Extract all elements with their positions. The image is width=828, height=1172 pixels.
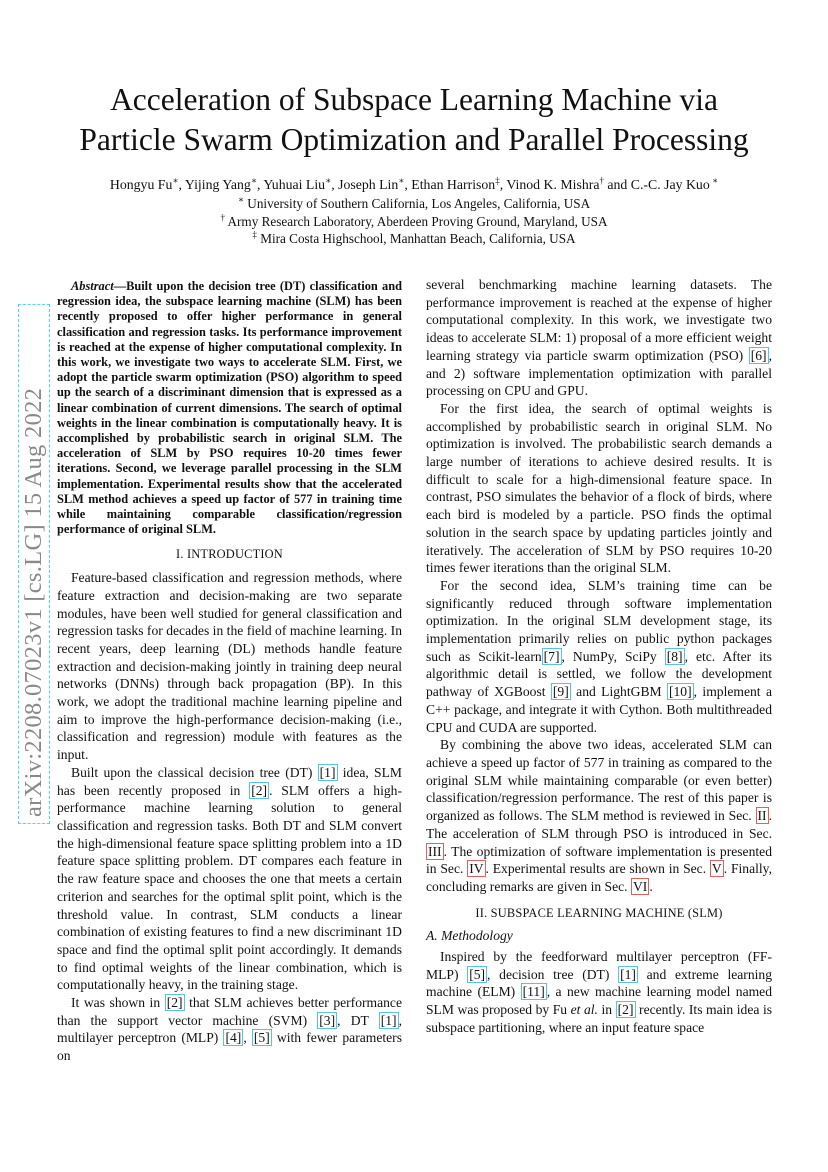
subsection-heading: A. Methodology [426,928,513,944]
paragraph [426,577,772,736]
text-run: , decision tree (DT) [487,966,619,982]
text-run: et al. [570,1002,598,1018]
text-run: , multilayer perceptron (MLP) [57,1012,402,1046]
abstract [57,279,402,537]
affiliation-mark: ∗ [237,194,244,205]
paragraph [426,736,772,895]
author-sep: , [404,177,412,192]
text-run: . SLM offers a high-performance machine learning solution to general classification and regression tasks. Both DT and SLM convert the high-dimensional feature space splitting problem into a 1D feature space splitting problem. DT compares each feature in the raw feature space and chooses the one that meets a certain criterion and searches for the optimal split point, which is the threshold value. In contrast, SLM conducts a linear combination of existing features to find a new discriminant 1D space and find the optimal split point accordingly. It demands to find optimal weights of the linear combination, which is computationally heavy, in the training stage. [57,782,402,993]
author: Yijing Yang [184,177,251,192]
paragraph: Feature-based classification and regression methods, where feature extraction and decision-making are two separate modules, have been well studied for general classification and regression tasks for decades in the field of machine learning. In recent years, deep learning (DL) methods handle feature extraction and decision-making jointly in training deep neural networks (DNNs) through back propagation (BP). In this work, we adopt the traditional machine learning pipeline and aim to improve the high-performance decision-making (i.e., classification and regression) module with features as the input. [57,570,402,763]
citation-link[interactable]: [5] [253,1030,270,1046]
section-link[interactable]: VI [632,878,648,894]
text-run: , a new machine learning model named SLM was proposed by Fu [426,984,773,1018]
affiliation [20,213,808,230]
text-run: . The acceleration of SLM through PSO is introduced in Sec. [426,808,772,841]
citation-link[interactable]: [1] [319,764,336,780]
affiliation-text: Mira Costa Highschool, Manhattan Beach, California, USA [256,231,576,246]
section-heading: I. INTRODUCTION [176,547,283,562]
paper-title [40,80,788,160]
text-run: , [243,1030,252,1046]
section-link[interactable]: III [428,843,442,859]
title-line-1: Acceleration of Subspace Learning Machine via [110,82,718,117]
author: Yuhuai Liu [263,177,326,192]
text-run: several benchmarking machine learning datasets. The performance improvement is reached at the expense of higher computational complexity. In this work, we investigate two ideas to accelerate SLM: 1) proposal of a more efficient weight learning strategy via particle swarm optimization (PSO) [426,277,772,363]
affiliation-mark: ‡ [252,229,257,240]
author-sep: , [178,177,185,192]
affiliation [20,195,808,212]
affiliation [20,230,808,247]
text-run: , etc. After its algorithmic detail is settled, we follow the development pathway of XGBoost [426,648,772,700]
citation-link[interactable]: [5] [469,966,486,982]
text-run: and extreme learning machine (ELM) [426,966,772,1000]
author-mark: ‡ [495,175,500,186]
author: Hongyu Fu [109,177,173,192]
author-mark: ∗ [325,175,332,186]
paragraph [426,276,772,400]
citation-link[interactable]: [9] [552,684,569,700]
text-run: . The optimization of software implementation is presented in Sec. [426,843,772,877]
author-mark: ∗ [398,175,405,186]
citation-link[interactable]: [7] [543,648,560,664]
author: Ethan Harrison [411,177,496,192]
text-run: . Finally, concluding remarks are given in Sec. [426,861,772,894]
text-run: It was shown in [71,995,165,1011]
paragraph: For the first idea, the search of optimal weights is accomplished by probabilistic search in original SLM. No optimization is involved. The probabilistic search demands a large number of iterations to achieve desired results. It is difficult to scale for a high-dimensional feature space. In contrast, PSO simulates the behavior of a flock of birds, where each bird is modeled by a particle. PSO finds the optimal solution in the search space by updating particles jointly and iteratively. The acceleration of SLM by PSO requires 10-20 times fewer iterations than the original SLM. [426,400,772,576]
text-run: Inspired by the feedforward multilayer perceptron (FF-MLP) [426,949,772,982]
paragraph [57,764,402,994]
citation-link[interactable]: [2] [251,782,268,798]
abstract-body: —Built upon the decision tree (DT) classification and regression idea, the subspace learning machine (SLM) has been recently proposed to offer higher performance in general classification and regression tasks. Its performance improvement is reached at the expense of higher computational complexity. In this work, we investigate two ways to accelerate SLM. First, we adopt the particle swarm optimization (PSO) algorithm to speed up the search of a discriminant dimension that is expressed as a linear combination of current dimensions. The search of optimal weights in the linear combination is computationally heavy. It is accomplished by probabilistic search in original SLM. The acceleration of SLM by PSO requires 10-20 times fewer iterations. Second, we leverage parallel processing in the SLM implementation. Experimental results show that the accelerated SLM method achieves a speed up factor of 577 in training time while maintaining comparable classification/regression performance of original SLM. [57,279,402,537]
text-run: , DT [337,1012,379,1028]
citation-link[interactable]: [4] [225,1030,242,1046]
text-run: , and 2) software implementation optimization with parallel processing on CPU and GPU. [426,347,772,399]
paragraph [57,994,402,1065]
citation-link[interactable]: [2] [617,1002,634,1018]
author-mark: † [599,175,604,186]
section-link[interactable]: IV [469,861,484,877]
author-mark: ∗ [709,175,719,186]
affiliation-mark: † [220,212,225,223]
citation-link[interactable]: [11] [522,984,545,1000]
citation-link[interactable]: [1] [380,1012,397,1028]
text-run: , implement a C++ package, and integrate it with Cython. Both multithreaded CPU and CUDA are supported. [426,684,772,735]
affiliation-text: University of Southern California, Los Angeles, California, USA [244,196,591,211]
author: C.-C. Jay Kuo [630,177,710,192]
abstract-lead: Abstract [71,279,114,293]
author-sep: , [331,177,339,192]
text-run: For the second idea, SLM’s training time can be significantly reduced through software implementation optimization. In the original SLM development stage, its implementation primarily relies on public python packages such as Scikit-learn [426,577,772,664]
left-column [57,279,402,1065]
text-run: with fewer parameters on [57,1030,402,1064]
affiliation-text: Army Research Laboratory, Aberdeen Proving Ground, Maryland, USA [224,214,608,229]
author-mark: ∗ [172,175,179,186]
text-run: idea, SLM has been recently proposed in [57,764,402,798]
arxiv-stamp: arXiv:2208.07023v1 [cs.LG] 15 Aug 2022 [18,304,50,824]
text-run: . Experimental results are shown in Sec. [485,861,710,877]
citation-link[interactable]: [8] [666,648,683,664]
section-heading: II. SUBSPACE LEARNING MACHINE (SLM) [475,905,723,920]
section-link[interactable]: II [757,808,767,824]
paragraph [426,948,772,1037]
text-run: Built upon the classical decision tree (DT) [71,764,318,780]
title-line-2: Particle Swarm Optimization and Parallel Processing [79,122,749,157]
text-run: recently. Its main idea is subspace partitioning, where an input feature space [426,1002,773,1035]
citation-link[interactable]: [2] [166,995,183,1011]
text-run: that SLM achieves better performance than the support vector machine (SVM) [57,995,402,1028]
text-run: By combining the above two ideas, accelerated SLM can achieve a speed up factor of 577 in training as compared to the original SLM while maintaining comparable (or even better) classification/regression performance. The rest of this paper is organized as follows. The SLM method is reviewed in Sec. [426,737,772,824]
text-run: . [649,878,653,894]
author-list [20,176,808,194]
text-run: , NumPy, SciPy [561,648,665,664]
citation-link[interactable]: [10] [668,684,692,700]
right-column [426,276,772,1037]
author: Joseph Lin [338,177,399,192]
citation-link[interactable]: [1] [620,966,636,982]
citation-link[interactable]: [3] [319,1012,336,1028]
section-link[interactable]: V [711,861,722,877]
text-run: in [597,1002,616,1018]
author: Vinod K. Mishra [506,177,600,192]
author-sep: , [256,177,264,192]
author-sep: , [499,177,507,192]
author-sep: and [603,177,631,192]
citation-link[interactable]: [6] [750,347,767,363]
author-mark: ∗ [250,175,257,186]
text-run: and LightGBM [570,684,667,700]
